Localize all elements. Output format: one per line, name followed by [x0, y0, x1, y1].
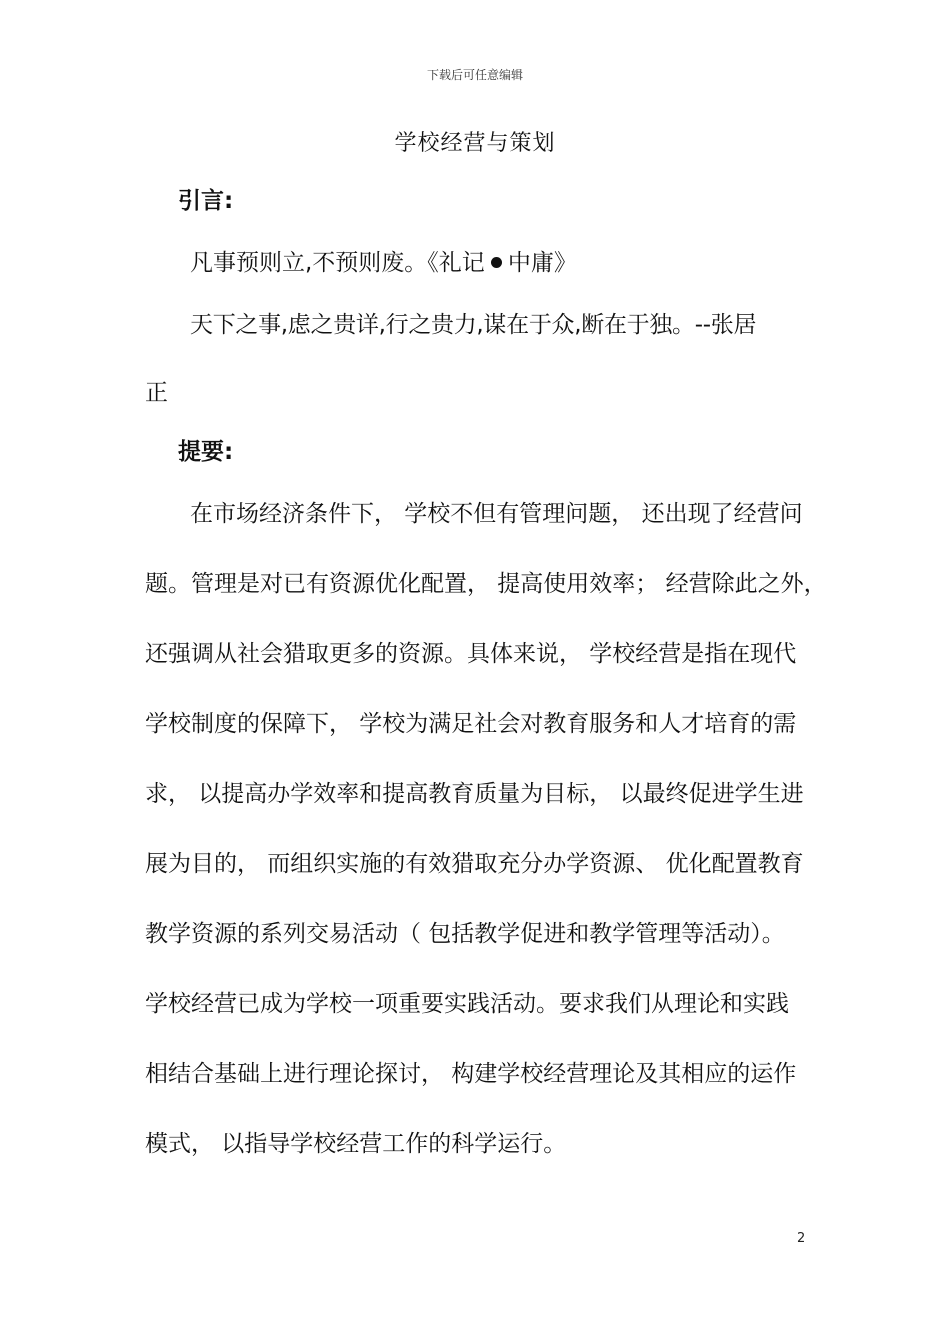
quote-zhang-line-1: 天下之事,虑之贵详,行之贵力,谋在于众,断在于独。--张居 — [190, 312, 757, 338]
intro-heading: 引言: — [178, 188, 234, 214]
quote-zhang-line-2: 正 — [145, 380, 168, 406]
quote-liji — [190, 248, 855, 278]
page-header-note: 下载后可任意编辑 — [426, 68, 523, 82]
abstract-line: 学校经营已成为学校一项重要实践活动。要求我们从理论和实践 — [145, 991, 789, 1017]
page-number: 2 — [797, 1231, 806, 1246]
quote-liji-text-b: 中庸》 — [507, 250, 577, 276]
abstract-line: 展为目的， 而组织实施的有效猎取充分办学资源、 优化配置教育 — [145, 851, 804, 877]
abstract-line: 题。管理是对已有资源优化配置， 提高使用效率； 经营除此之外， — [145, 571, 827, 597]
quote-liji-text-a: 凡事预则立,不预则废。《礼记 — [190, 250, 485, 276]
abstract-line: 模式， 以指导学校经营工作的科学运行。 — [145, 1131, 567, 1157]
abstract-line: 相结合基础上进行理论探讨， 构建学校经营理论及其相应的运作 — [145, 1061, 797, 1087]
abstract-line: 还强调从社会猎取更多的资源。具体来说， 学校经营是指在现代 — [145, 641, 797, 667]
bullet-dot-icon — [491, 257, 502, 268]
abstract-line: 求， 以提高办学效率和提高教育质量为目标， 以最终促进学生进 — [145, 781, 804, 807]
abstract-line: 教学资源的系列交易活动（ 包括教学促进和教学管理等活动）。 — [145, 921, 785, 947]
abstract-line: 学校制度的保障下， 学校为满足社会对教育服务和人才培育的需 — [145, 711, 797, 737]
document-title: 学校经营与策划 — [394, 131, 556, 156]
abstract-line: 在市场经济条件下， 学校不但有管理问题， 还出现了经营问 — [190, 501, 803, 527]
abstract-heading: 提要: — [178, 439, 234, 465]
